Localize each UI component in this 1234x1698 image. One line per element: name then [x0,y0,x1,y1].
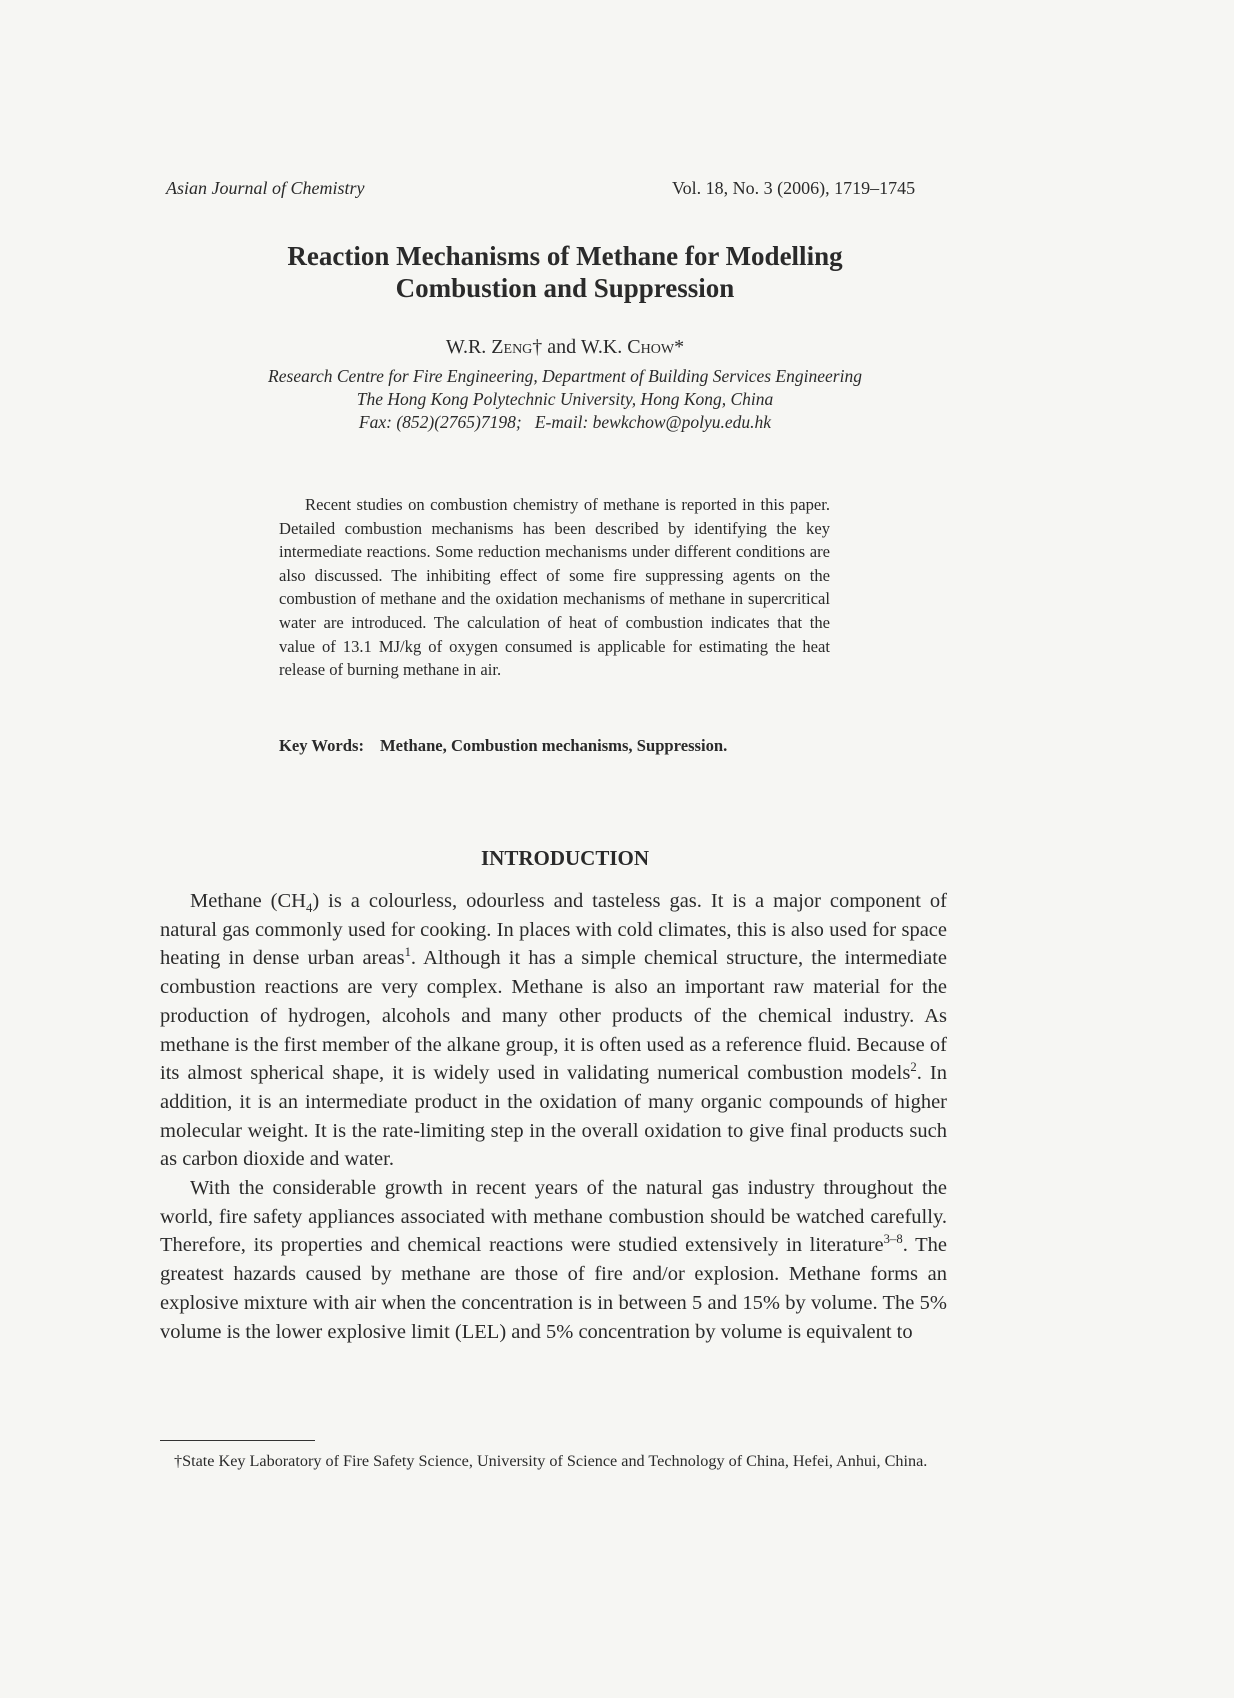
citation-ref: 2 [910,1060,917,1075]
keywords [279,736,839,756]
paragraph: With the considerable growth in recent years of the natural gas industry throughout the world, fire safety appliances associated with methane combustion should be watched carefully. Therefore, its properties and chemical reactions were studied extensively in literature$^{3-8}$. The greatest hazards caused by methane are those of fire and/or explosion. Methane forms an explosive mixture with air when the concentration is in between 5 and 15% by volume. The 5% volume is the lower explosive limit (LEL) and 5% concentration by volume is equivalent to [160,1177,947,1343]
author-1-mark: † [532,336,543,358]
section-heading-introduction: INTRODUCTION [480,846,650,870]
author-1-surname: Zeng [491,336,533,358]
title-line-2: Combustion and Suppression [395,273,735,303]
keywords-value: Methane, Combustion mechanisms, Suppression. [379,736,728,755]
author-2-mark: * [674,336,685,358]
abstract: Recent studies on combustion chemistry of methane is reported in this paper. Detailed combustion mechanisms has been described by identifying the key intermediate reactions. Some reduction mechanisms under different conditions are also discussed. The inhibiting effect of some fire suppressing agents on the combustion of methane and the oxidation mechanisms of methane in supercritical water are introduced. The calculation of heat of combustion indicates that the value of 13.1 MJ/kg of oxygen consumed is applicable for estimating the heat release of burning methane in air. [279,495,830,680]
subscript: 4 [306,901,313,916]
footnote-text: State Key Laboratory of Fire Safety Science, University of Science and Technology of China, Hefei, Anhui, China. [182,1452,928,1470]
keywords-label: Key Words: [279,736,364,755]
author-line [150,336,980,359]
affiliation-line-3: Fax: (852)(2765)7198; E-mail: bewkchow@polyu.edu.hk [358,412,772,432]
affiliation-line-2: The Hong Kong Polytechnic University, Hong Kong, China [356,389,774,409]
footnote [160,1451,950,1472]
title-line-1: Reaction Mechanisms of Methane for Modelling [287,241,843,271]
paragraph: Methane $(CH_4)$ is a colourless, odourless and tasteless gas. It is a major component of natural gas commonly used for cooking. In places with cold climates, this is also used for space heating in dense urban areas$^1$. Although it has a simple chemical structure, the intermediate combustion reactions are very complex. Methane is also an important raw material for the production of hydrogen, alcohols and many other products of the chemical industry. As methane is the first member of the alkane group, it is often used as a reference fluid. Because of its almost spherical shape, it is widely used in validating numerical combustion models$^2$. In addition, it is an intermediate product in the oxidation of many organic compounds of higher molecular weight. It is the rate-limiting step in the overall oxidation to give final products such as carbon dioxide and water. [160,890,947,1171]
citation-ref: 1 [404,945,411,960]
author-2-initials: W.K. [580,336,628,358]
paper-title [150,240,980,304]
author-2-surname: Chow [627,336,675,358]
citation-ref: 3–8 [883,1232,903,1247]
affiliation [150,365,980,434]
footnote-rule [160,1440,315,1441]
affiliation-line-1: Research Centre for Fire Engineering, Department of Building Services Engineering [268,366,862,386]
author-1-initials: W.R. [445,336,492,358]
author-connector: and [542,336,581,358]
running-header-citation: Vol. 18, No. 3 (2006), 1719–1745 [672,178,916,198]
running-header-journal: Asian Journal of Chemistry [166,178,365,198]
introduction-body [160,887,947,1346]
footnote-mark: † [174,1452,183,1470]
